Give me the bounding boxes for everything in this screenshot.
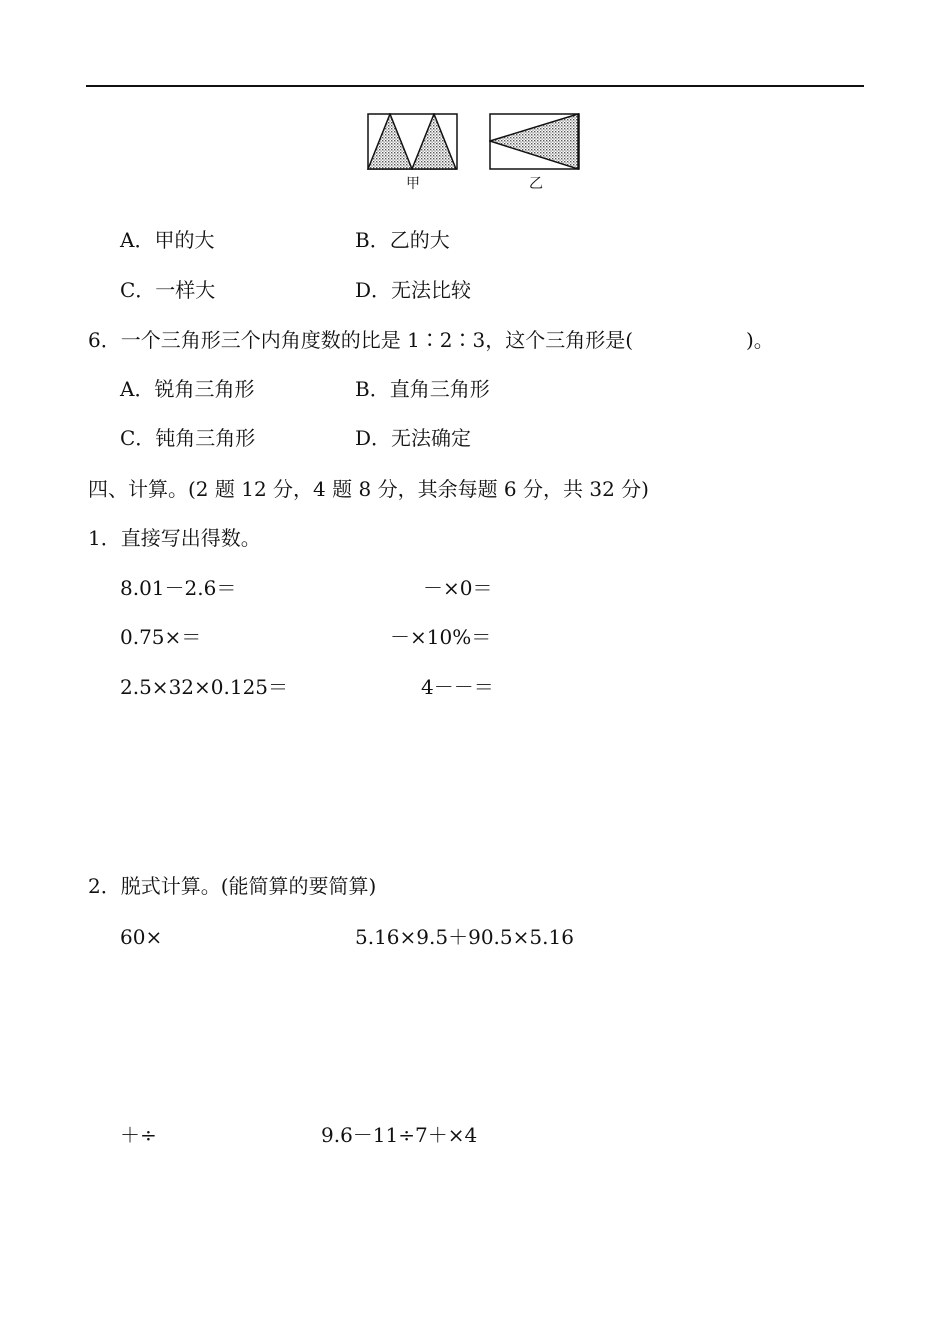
- figure-yi: [489, 113, 581, 171]
- q2-item: 60×: [120, 925, 163, 949]
- q1-item: －×0＝: [423, 576, 493, 600]
- q2-item: ＋÷: [120, 1123, 157, 1147]
- q6-stem: 6．一个三角形三个内角度数的比是 1∶2∶3，这个三角形是(: [88, 328, 634, 352]
- q2-item: 9.6－11÷7＋×4: [321, 1123, 478, 1147]
- q1-title: 1．直接写出得数。: [88, 526, 261, 550]
- q5-option-d: D．无法比较: [355, 278, 472, 302]
- figure-jia: [367, 113, 459, 171]
- q6-option-b: B．直角三角形: [355, 377, 490, 401]
- q1-item: 2.5×32×0.125＝: [120, 675, 289, 699]
- q6-option-d: D．无法确定: [355, 426, 472, 450]
- q5-option-b: B．乙的大: [355, 228, 450, 252]
- q5-option-a: A．甲的大: [120, 228, 215, 252]
- q1-item: 8.01－2.6＝: [120, 576, 237, 600]
- section4-title: 四、计算。(2 题 12 分，4 题 8 分，其余每题 6 分，共 32 分): [88, 477, 649, 501]
- figure-jia-label: 甲: [406, 176, 420, 192]
- q2-item: 5.16×9.5＋90.5×5.16: [355, 925, 574, 949]
- q1-item: 4－－＝: [421, 675, 494, 699]
- q5-option-c: C．一样大: [120, 278, 216, 302]
- q2-title: 2．脱式计算。(能简算的要简算): [88, 874, 377, 898]
- q6-option-a: A．锐角三角形: [120, 377, 255, 401]
- header-rule: [86, 85, 864, 87]
- q6-answer-close: )。: [746, 328, 774, 352]
- q1-item: 0.75×＝: [120, 625, 202, 649]
- q6-option-c: C．钝角三角形: [120, 426, 256, 450]
- q1-item: －×10%＝: [390, 625, 492, 649]
- figure-yi-label: 乙: [529, 176, 543, 192]
